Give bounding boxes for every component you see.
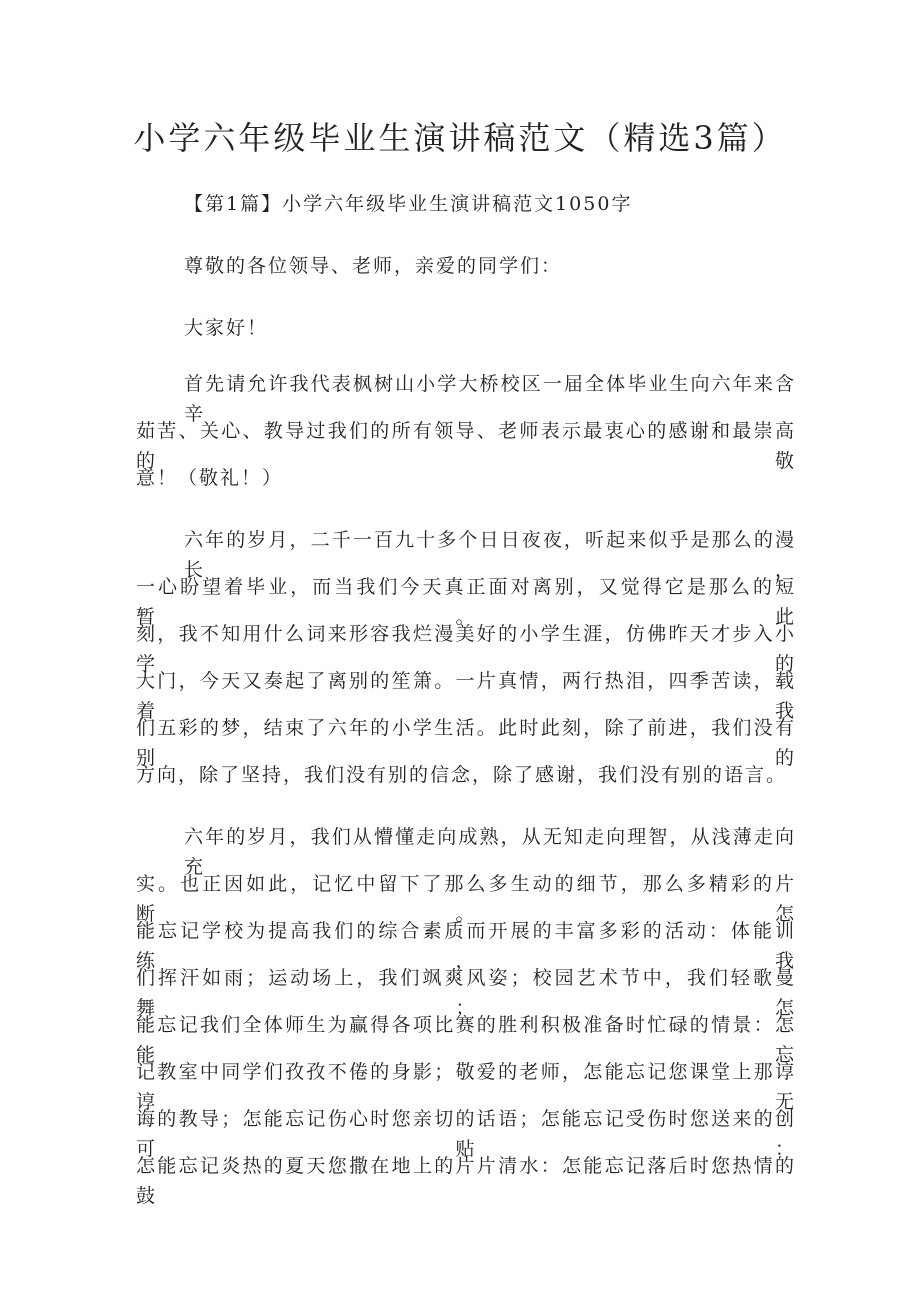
- paragraph-line: 首先请允许我代表枫树山小学大桥校区一届全体毕业生向六年来含辛: [184, 373, 796, 425]
- paragraph-line: 意！（敬礼！）: [136, 467, 284, 489]
- paragraph-line: 们五彩的梦，结束了六年的小学生活。此时此刻，除了前进，我们没有别的: [136, 717, 796, 769]
- paragraph-line: 一心盼望着毕业，而当我们今天真正面对离别，又觉得它是那么的短暂。此: [136, 576, 796, 628]
- paragraph-line: 茹苦、关心、教导过我们的所有领导、老师表示最衷心的感谢和最崇高的敬: [136, 420, 796, 472]
- paragraph-line: 能忘记我们全体师生为赢得各项比赛的胜利积极准备时忙碌的情景：怎能忘: [136, 1014, 796, 1066]
- section-heading: 【第1篇】小学六年级毕业生演讲稿范文1050字: [184, 193, 633, 215]
- paragraph-line: 刻，我不知用什么词来形容我烂漫美好的小学生涯，仿佛昨天才步入小学的: [136, 623, 796, 675]
- greeting: 大家好！: [184, 317, 269, 339]
- paragraph-line: 诲的教导；怎能忘记伤心时您亲切的话语；怎能忘记受伤时您送来的创可贴：: [136, 1108, 796, 1160]
- paragraph-line: 能忘记学校为提高我们的综合素质而开展的丰富多彩的活动：体能训练，我: [136, 920, 796, 972]
- paragraph-line: 们挥汗如雨；运动场上，我们飒爽风姿；校园艺术节中，我们轻歌曼舞；怎: [136, 967, 796, 1019]
- document-title: 小学六年级毕业生演讲稿范文（精选3篇）: [133, 119, 787, 157]
- salutation: 尊敬的各位领导、老师，亲爱的同学们：: [184, 255, 563, 277]
- paragraph-line: 方向，除了坚持，我们没有别的信念，除了感谢，我们没有别的语言。: [136, 764, 788, 786]
- paragraph-line: 六年的岁月，二千一百九十多个日日夜夜，听起来似乎是那么的漫长，: [184, 529, 796, 581]
- paragraph-line: 记教室中同学们孜孜不倦的身影；敬爱的老师，怎能忘记您课堂上那谆谆无: [136, 1061, 796, 1113]
- paragraph-line: 六年的岁月，我们从懵懂走向成熟，从无知走向理智，从浅薄走向充: [184, 826, 796, 878]
- paragraph-line: 怎能忘记炎热的夏天您撒在地上的片片清水：怎能忘记落后时您热情的鼓: [136, 1155, 796, 1207]
- paragraph-line: 大门，今天又奏起了离别的笙箫。一片真情，两行热泪，四季苦读，载着我: [136, 670, 796, 722]
- paragraph-line: 实。也正因如此，记忆中留下了那么多生动的细节，那么多精彩的片断。怎: [136, 873, 796, 925]
